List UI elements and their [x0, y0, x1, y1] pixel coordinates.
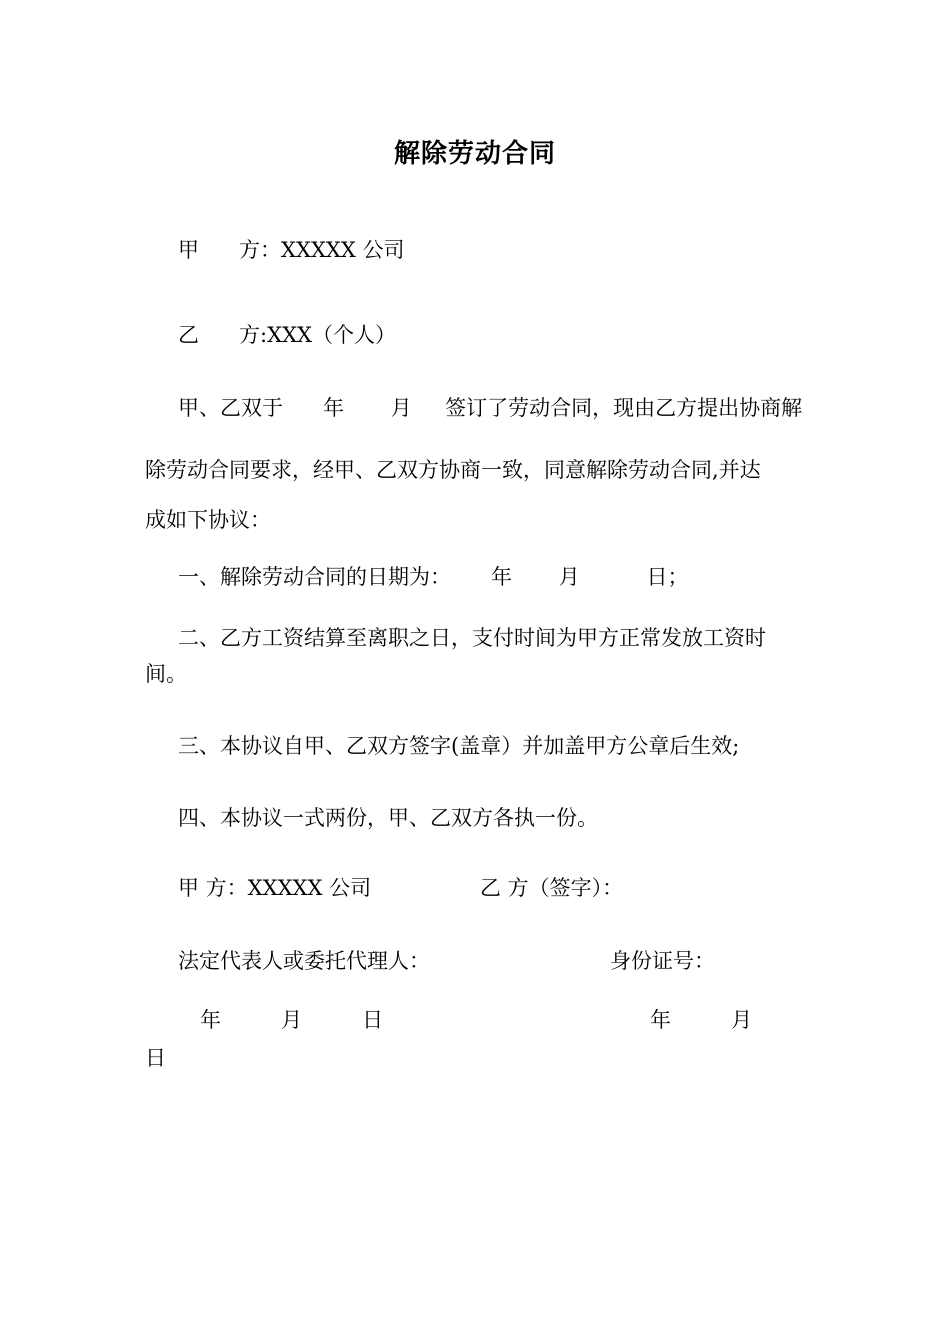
intro-line-3: 成如下协议： — [145, 508, 271, 532]
signature-date-b: 年 月 — [650, 1008, 753, 1032]
party-b-line: 乙 方:XXX（个人） — [178, 323, 396, 347]
signature-id-number: 身份证号： — [610, 949, 715, 973]
signature-date-b-day: 日 — [145, 1046, 166, 1070]
signature-party-a: 甲 方：XXXXX 公司 — [178, 876, 372, 900]
clause-1: 一、解除劳动合同的日期为： 年 月 日； — [178, 565, 689, 589]
clause-3: 三、本协议自甲、乙双方签字(盖章）并加盖甲方公章后生效; — [178, 734, 740, 758]
clause-2-line-1: 二、乙方工资结算至离职之日，支付时间为甲方正常发放工资时 — [178, 626, 766, 650]
clause-2-line-2: 间。 — [145, 662, 187, 686]
signature-party-b: 乙 方（签字）： — [480, 876, 624, 900]
signature-representative: 法定代表人或委托代理人： — [178, 949, 430, 973]
clause-4: 四、本协议一式两份，甲、乙双方各执一份。 — [178, 806, 598, 830]
document-title: 解除劳动合同 — [393, 139, 556, 169]
party-a-line: 甲 方：XXXXX 公司 — [178, 238, 405, 262]
intro-line-2: 除劳动合同要求，经甲、乙双方协商一致，同意解除劳动合同,并达 — [145, 458, 761, 482]
intro-line-1: 甲、乙双于 年 月 签订了劳动合同，现由乙方提出协商解 — [178, 396, 803, 420]
signature-date-a: 年 月 日 — [200, 1008, 384, 1032]
